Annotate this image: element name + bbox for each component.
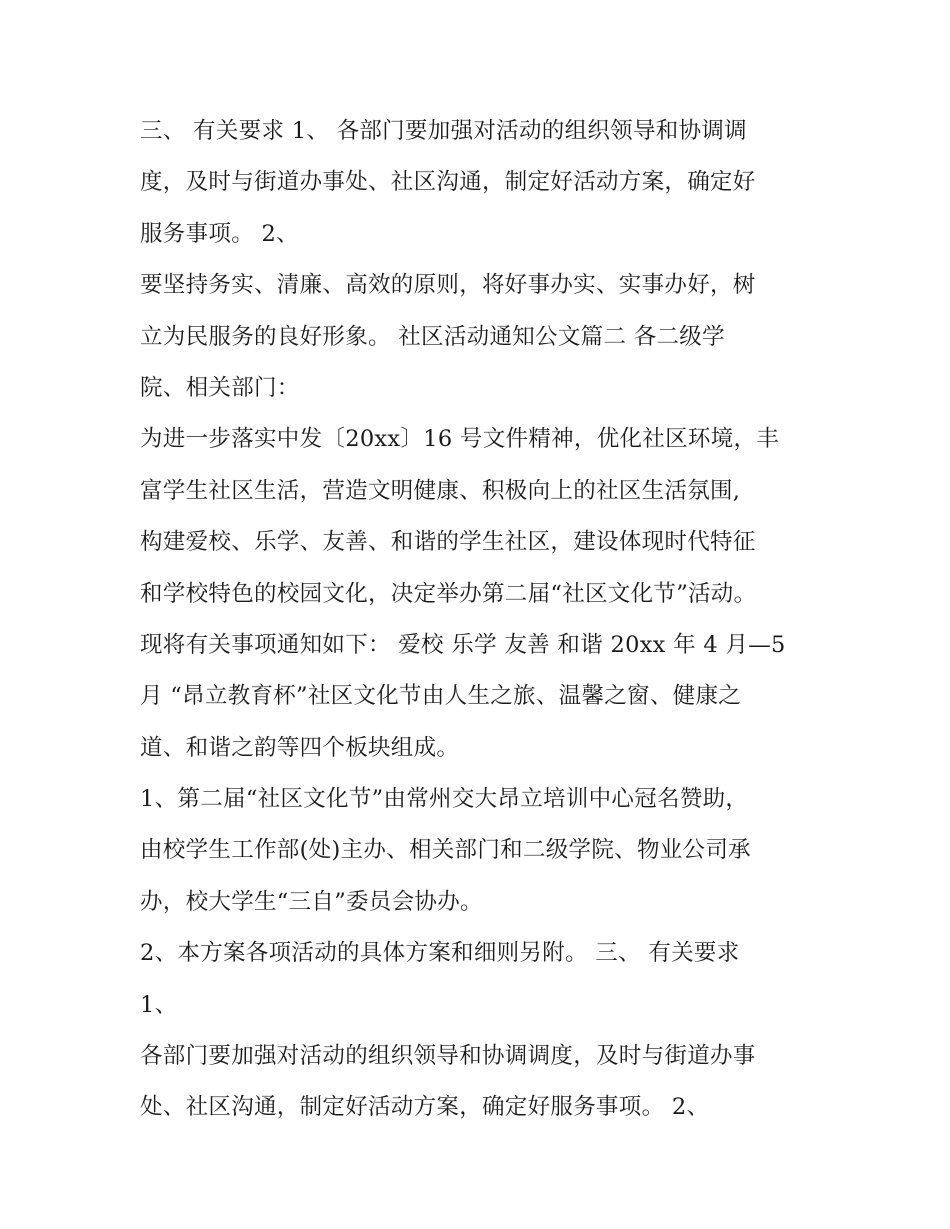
text-line: 院、相关部门： bbox=[140, 374, 300, 401]
text-line: 1、第二届“社区文化节”由常州交大昂立培训中心冠名赞助， bbox=[140, 786, 749, 813]
text-line: 月 “昂立教育杯”社区文化节由人生之旅、温馨之窗、健康之 bbox=[140, 683, 742, 710]
text-line: 和学校特色的校园文化，决定举办第二届“社区文化节”活动。 bbox=[140, 580, 757, 607]
text-line: 富学生社区生活，营造文明健康、积极向上的社区生活氛围, bbox=[140, 477, 741, 504]
text-line: 立为民服务的良好形象。 社区活动通知公文篇二 各二级学 bbox=[140, 323, 725, 350]
text-line: 现将有关事项通知如下： 爱校 乐学 友善 和谐 20xx 年 4 月—5 bbox=[140, 631, 786, 658]
text-line: 处、社区沟通，制定好活动方案，确定好服务事项。 2、 bbox=[140, 1094, 710, 1121]
text-line: 度，及时与街道办事处、社区沟通，制定好活动方案，确定好 bbox=[140, 169, 756, 196]
text-line: 各部门要加强对活动的组织领导和协调调度，及时与街道办事 bbox=[140, 1043, 756, 1070]
text-line: 2、本方案各项活动的具体方案和细则另附。 三、 有关要求 bbox=[140, 940, 740, 967]
text-line: 为进一步落实中发〔20xx〕16 号文件精神，优化社区环境，丰 bbox=[140, 426, 780, 453]
text-line: 1、 bbox=[140, 991, 178, 1018]
text-line: 道、和谐之韵等四个板块组成。 bbox=[140, 734, 460, 761]
text-line: 办，校大学生“三自”委员会协办。 bbox=[140, 888, 483, 915]
document-body bbox=[140, 106, 820, 1134]
text-line: 三、 有关要求 1、 各部门要加强对活动的组织领导和协调调 bbox=[140, 118, 747, 144]
text-line: 由校学生工作部(处)主办、相关部门和二级学院、物业公司承 bbox=[140, 837, 751, 864]
text-line: 构建爱校、乐学、友善、和谐的学生社区，建设体现时代特征 bbox=[140, 529, 756, 556]
text-line: 要坚持务实、清廉、高效的原则，将好事办实、实事办好，树 bbox=[140, 272, 756, 299]
text-line: 服务事项。 2、 bbox=[140, 220, 299, 247]
